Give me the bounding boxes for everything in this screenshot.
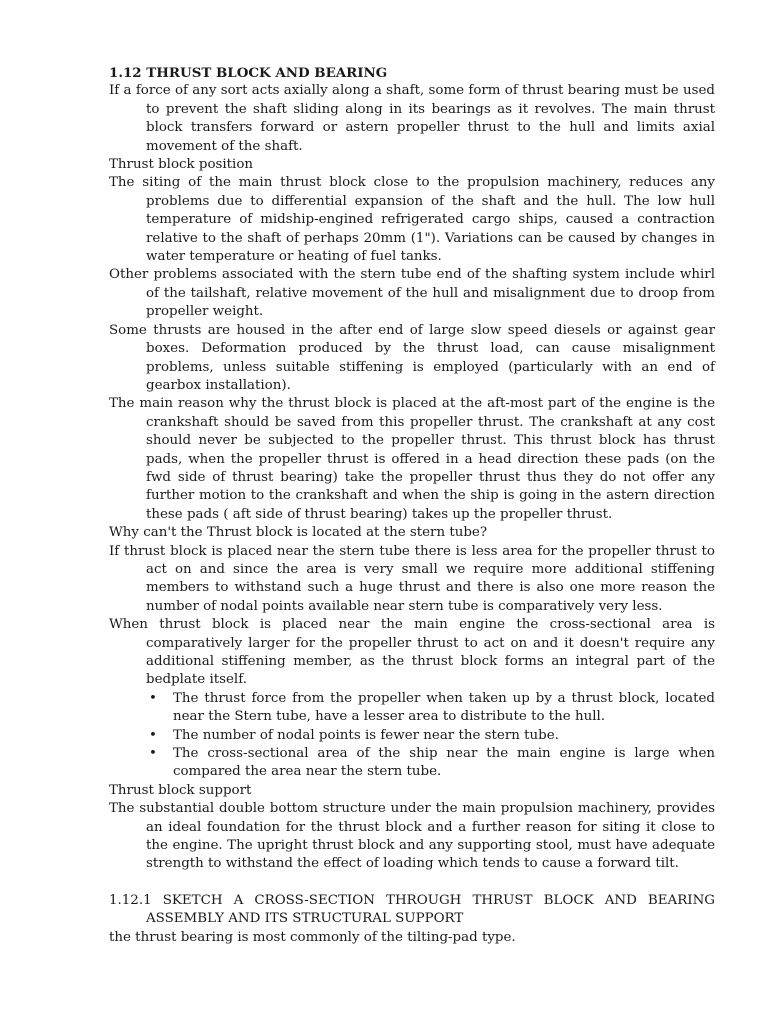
bullet-icon: •	[149, 727, 157, 743]
question-line: Why can't the Thrust block is located at the stern tube?	[109, 525, 488, 541]
position-paragraph-2: Other problems associated with the stern tube end of the shafting system include whirl of the tailshaft, relative movement of the hull and misalignment due to droop from propeller weight.	[109, 267, 715, 320]
support-paragraph: The substantial double bottom structure under the main propulsion machinery, provides an ideal foundation for the thrust block and a further reason for siting it close to the engine. The upright thrust block and any supporting stool, must have adequate strength to withstand the effect of loading which tends to cause a forward tilt.	[109, 801, 715, 872]
bullet-text: The cross-sectional area of the ship near the main engine is large when compared the area near the stern tube.	[173, 746, 715, 780]
list-item	[109, 727, 715, 745]
answer-paragraph-1: If thrust block is placed near the stern tube there is less area for the propeller thrust to act on and since the area is very small we require more additional stiffening members to withstand such a huge thrust and there is also one more reason the number of nodal points available near stern tube is comparatively very less.	[109, 543, 715, 614]
list-item	[109, 745, 715, 782]
position-heading: Thrust block position	[109, 157, 254, 173]
bullet-text: The number of nodal points is fewer near the stern tube.	[173, 727, 559, 743]
bullet-icon: •	[149, 690, 157, 706]
list-item	[109, 690, 715, 727]
document-page	[109, 64, 715, 947]
intro-paragraph: If a force of any sort acts axially along a shaft, some form of thrust bearing must be used to prevent the shaft sliding along in its bearings as it revolves. The main thrust block transfers forward or astern propeller thrust to the hull and limits axial movement of the shaft.	[109, 83, 715, 154]
bullet-list	[109, 690, 715, 782]
position-paragraph-3: Some thrusts are housed in the after end of large slow speed diesels or against gear boxes. Deformation produced by the thrust load, can cause misalignment problems, unless suitable stiffening is employed (particularly with an end of gearbox installation).	[109, 322, 715, 393]
subsection-text: the thrust bearing is most commonly of the tilting-pad type.	[109, 929, 516, 945]
position-paragraph-4: The main reason why the thrust block is placed at the aft-most part of the engine is the crankshaft should be saved from this propeller thrust. The crankshaft at any cost should never be subjected to the propeller thrust. This thrust block has thrust pads, when the propeller thrust is offered in a head direction these pads (on the fwd side of thrust bearing) take the propeller thrust thus they do not offer any further motion to the crankshaft and when the ship is going in the astern direction these pads ( aft side of thrust bearing) takes up the propeller thrust.	[109, 396, 715, 522]
subsection-heading: 1.12.1 SKETCH A CROSS-SECTION THROUGH THRUST BLOCK AND BEARING ASSEMBLY AND ITS STRUCTURAL SUPPORT	[109, 892, 715, 927]
support-heading: Thrust block support	[109, 782, 252, 798]
section-title: 1.12 THRUST BLOCK AND BEARING	[109, 65, 388, 81]
answer-paragraph-2: When thrust block is placed near the main engine the cross-sectional area is comparatively larger for the propeller thrust to act on and it doesn't require any additional stiffening member, as the thrust block forms an integral part of the bedplate itself.	[109, 617, 715, 688]
bullet-icon: •	[149, 746, 157, 762]
position-paragraph-1: The siting of the main thrust block close to the propulsion machinery, reduces any problems due to differential expansion of the shaft and the hull. The low hull temperature of midship-engined refrigerated cargo ships, caused a contraction relative to the shaft of perhaps 20mm (1"). Variations can be caused by changes in water temperature or heating of fuel tanks.	[109, 175, 715, 265]
bullet-text: The thrust force from the propeller when taken up by a thrust block, located near the Stern tube, have a lesser area to distribute to the hull.	[173, 690, 715, 725]
